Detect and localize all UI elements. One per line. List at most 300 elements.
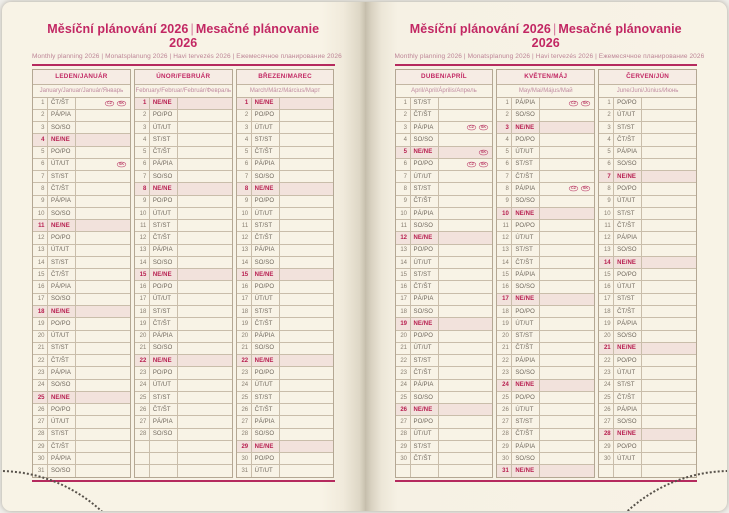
day-number: 30 xyxy=(237,453,252,464)
notes-cell xyxy=(280,404,334,415)
day-row xyxy=(237,429,334,441)
day-row xyxy=(237,110,334,122)
weekday-abbreviation: NE/NE xyxy=(48,220,76,231)
weekday-abbreviation: ÚT/UT xyxy=(252,122,280,133)
weekday-abbreviation: ÚT/UT xyxy=(48,331,76,342)
day-number: 8 xyxy=(396,183,411,194)
day-number: 24 xyxy=(497,380,512,391)
weekday-abbreviation: PO/PO xyxy=(614,98,642,109)
notes-cell xyxy=(178,98,232,109)
weekday-abbreviation: ST/ST xyxy=(48,257,76,268)
day-number: 28 xyxy=(237,429,252,440)
day-row xyxy=(396,416,493,428)
weekday-abbreviation: NE/NE xyxy=(252,269,280,280)
day-row xyxy=(135,294,232,306)
notes-cell xyxy=(642,343,696,354)
day-number: 6 xyxy=(497,159,512,170)
day-number: 18 xyxy=(497,306,512,317)
day-number: 27 xyxy=(396,416,411,427)
notes-cell xyxy=(439,416,493,427)
notes-cell xyxy=(439,171,493,182)
day-number: 18 xyxy=(237,306,252,317)
weekday-abbreviation: ÚT/UT xyxy=(150,294,178,305)
weekday-abbreviation: ST/ST xyxy=(614,294,642,305)
day-row xyxy=(33,110,130,122)
weekday-abbreviation: PO/PO xyxy=(48,147,76,158)
day-number: 16 xyxy=(396,281,411,292)
notes-cell xyxy=(76,98,130,109)
day-row xyxy=(599,355,696,367)
weekday-abbreviation: NE/NE xyxy=(252,441,280,452)
notes-cell xyxy=(439,429,493,440)
day-number: 5 xyxy=(135,147,150,158)
day-number: 22 xyxy=(237,355,252,366)
weekday-abbreviation: NE/NE xyxy=(411,147,439,158)
notes-cell xyxy=(280,343,334,354)
notes-cell xyxy=(540,416,594,427)
day-row xyxy=(135,343,232,355)
weekday-abbreviation: NE/NE xyxy=(512,465,540,476)
weekday-abbreviation: ÚT/UT xyxy=(512,147,540,158)
weekday-abbreviation: PÁ/PIA xyxy=(150,416,178,427)
day-row xyxy=(396,122,493,134)
day-row xyxy=(497,441,594,453)
month-languages: May/Mai/Május/Май xyxy=(497,85,594,98)
day-row xyxy=(497,367,594,379)
day-number: 24 xyxy=(135,380,150,391)
empty-day-row xyxy=(396,465,493,476)
holiday-badge-cz-icon: CZ xyxy=(467,125,476,131)
day-number: 8 xyxy=(599,183,614,194)
day-row xyxy=(396,343,493,355)
empty-day-row xyxy=(599,465,696,476)
day-row xyxy=(396,294,493,306)
holiday-badge-sk-icon: SK xyxy=(581,100,590,106)
weekday-abbreviation: PÁ/PIA xyxy=(48,281,76,292)
notes-cell xyxy=(642,171,696,182)
month-name: ČERVEN/JÚN xyxy=(599,70,696,85)
weekday-abbreviation: SO/SO xyxy=(48,208,76,219)
day-number: 26 xyxy=(135,404,150,415)
notes-cell xyxy=(642,269,696,280)
day-row xyxy=(237,331,334,343)
month-name: ÚNOR/FEBRUÁR xyxy=(135,70,232,85)
notes-cell xyxy=(540,98,594,109)
weekday-abbreviation: PO/PO xyxy=(150,367,178,378)
day-number: 12 xyxy=(599,232,614,243)
notes-cell xyxy=(439,122,493,133)
weekday-abbreviation: PÁ/PIA xyxy=(252,331,280,342)
weekday-abbreviation: SO/SO xyxy=(512,281,540,292)
notes-cell xyxy=(540,220,594,231)
notes-cell xyxy=(280,380,334,391)
notes-cell xyxy=(178,281,232,292)
day-row xyxy=(599,134,696,146)
day-row xyxy=(135,159,232,171)
day-number: 9 xyxy=(33,196,48,207)
weekday-abbreviation: ČT/ŠT xyxy=(150,404,178,415)
day-row xyxy=(396,110,493,122)
day-number: 18 xyxy=(599,306,614,317)
notes-cell xyxy=(540,331,594,342)
notes-cell xyxy=(439,453,493,464)
weekday-abbreviation: ÚT/UT xyxy=(150,380,178,391)
weekday-abbreviation: PÁ/PIA xyxy=(48,196,76,207)
weekday-abbreviation: ÚT/UT xyxy=(411,257,439,268)
day-row xyxy=(497,257,594,269)
day-row xyxy=(599,318,696,330)
notes-cell xyxy=(642,294,696,305)
weekday-abbreviation: NE/NE xyxy=(150,355,178,366)
weekday-abbreviation: ÚT/UT xyxy=(411,429,439,440)
notes-cell xyxy=(280,220,334,231)
weekday-abbreviation: PO/PO xyxy=(614,441,642,452)
day-row xyxy=(33,318,130,330)
day-number: 28 xyxy=(396,429,411,440)
day-number: 23 xyxy=(497,367,512,378)
day-row xyxy=(237,281,334,293)
page-subtitle: Monthly planning 2026 | Monatsplanung 2026 | Havi tervezés 2026 | Ежемесячное планирование 2026 xyxy=(394,53,705,60)
weekday-abbreviation: PO/PO xyxy=(150,110,178,121)
day-row xyxy=(497,429,594,441)
day-number: 10 xyxy=(33,208,48,219)
weekday-abbreviation: ČT/ŠT xyxy=(48,441,76,452)
day-number: 21 xyxy=(237,343,252,354)
day-number: 13 xyxy=(33,245,48,256)
day-number: 12 xyxy=(237,232,252,243)
notes-cell xyxy=(439,404,493,415)
footer-rule xyxy=(395,480,698,482)
notes-cell xyxy=(280,245,334,256)
day-row xyxy=(33,147,130,159)
notes-cell xyxy=(642,416,696,427)
day-number: 11 xyxy=(33,220,48,231)
day-number: 7 xyxy=(599,171,614,182)
notes-cell xyxy=(178,232,232,243)
notes-cell xyxy=(540,281,594,292)
day-row xyxy=(497,208,594,220)
day-number: 16 xyxy=(33,281,48,292)
notes-cell xyxy=(178,269,232,280)
day-number: 27 xyxy=(135,416,150,427)
weekday-abbreviation: PO/PO xyxy=(252,110,280,121)
weekday-abbreviation xyxy=(150,465,178,476)
day-row xyxy=(237,441,334,453)
day-row xyxy=(237,453,334,465)
weekday-abbreviation: NE/NE xyxy=(48,392,76,403)
day-row xyxy=(599,441,696,453)
right-page xyxy=(365,2,728,511)
weekday-abbreviation: SO/SO xyxy=(512,196,540,207)
weekday-abbreviation: SO/SO xyxy=(614,331,642,342)
day-row xyxy=(497,416,594,428)
notes-cell xyxy=(540,232,594,243)
day-number: 14 xyxy=(33,257,48,268)
month-day-rows xyxy=(237,98,334,477)
notes-cell xyxy=(642,281,696,292)
day-row xyxy=(33,159,130,171)
notes-cell xyxy=(280,110,334,121)
day-row xyxy=(237,147,334,159)
notes-cell xyxy=(178,134,232,145)
weekday-abbreviation: ST/ST xyxy=(512,416,540,427)
weekday-abbreviation: NE/NE xyxy=(150,183,178,194)
notes-cell xyxy=(642,404,696,415)
weekday-abbreviation: PÁ/PIA xyxy=(512,98,540,109)
month-day-rows xyxy=(497,98,594,477)
notes-cell xyxy=(178,331,232,342)
day-row xyxy=(396,245,493,257)
weekday-abbreviation: SO/SO xyxy=(150,257,178,268)
footer-rule xyxy=(32,480,335,482)
day-number: 11 xyxy=(497,220,512,231)
weekday-abbreviation: NE/NE xyxy=(614,343,642,354)
day-row xyxy=(497,122,594,134)
notes-cell xyxy=(178,294,232,305)
day-number: 19 xyxy=(135,318,150,329)
weekday-abbreviation: NE/NE xyxy=(614,171,642,182)
day-number: 23 xyxy=(396,367,411,378)
day-number: 11 xyxy=(237,220,252,231)
weekday-abbreviation: ČT/ŠT xyxy=(411,367,439,378)
day-row xyxy=(237,269,334,281)
day-row xyxy=(237,306,334,318)
day-row xyxy=(33,208,130,220)
month-day-rows xyxy=(135,98,232,477)
day-number: 4 xyxy=(599,134,614,145)
month-table-march xyxy=(236,69,335,478)
day-number: 1 xyxy=(599,98,614,109)
weekday-abbreviation: ÚT/UT xyxy=(252,208,280,219)
notes-cell xyxy=(439,318,493,329)
day-number: 25 xyxy=(599,392,614,403)
weekday-abbreviation: ÚT/UT xyxy=(614,110,642,121)
day-row xyxy=(33,343,130,355)
day-number: 24 xyxy=(396,380,411,391)
day-row xyxy=(237,196,334,208)
day-row xyxy=(396,257,493,269)
notes-cell xyxy=(76,257,130,268)
day-number xyxy=(135,453,150,464)
weekday-abbreviation: ST/ST xyxy=(150,220,178,231)
weekday-abbreviation: PÁ/PIA xyxy=(48,367,76,378)
day-number: 22 xyxy=(33,355,48,366)
weekday-abbreviation: ČT/ŠT xyxy=(150,147,178,158)
day-number: 20 xyxy=(599,331,614,342)
weekday-abbreviation: PÁ/PIA xyxy=(48,453,76,464)
weekday-abbreviation: ÚT/UT xyxy=(150,208,178,219)
notes-cell xyxy=(76,208,130,219)
diary-spread xyxy=(2,2,727,511)
title-separator: | xyxy=(190,22,194,36)
day-row xyxy=(33,98,130,110)
notes-cell xyxy=(540,269,594,280)
day-row xyxy=(396,441,493,453)
weekday-abbreviation: PO/PO xyxy=(512,134,540,145)
day-number: 25 xyxy=(497,392,512,403)
weekday-abbreviation: ČT/ŠT xyxy=(614,134,642,145)
month-table-january xyxy=(32,69,131,478)
weekday-abbreviation: ÚT/UT xyxy=(411,343,439,354)
notes-cell xyxy=(76,404,130,415)
holiday-badge-cz-icon: CZ xyxy=(467,162,476,168)
notes-cell xyxy=(540,380,594,391)
day-number: 4 xyxy=(497,134,512,145)
day-number: 19 xyxy=(396,318,411,329)
notes-cell xyxy=(642,98,696,109)
notes-cell xyxy=(76,183,130,194)
day-row xyxy=(135,416,232,428)
notes-cell xyxy=(280,429,334,440)
day-number: 26 xyxy=(599,404,614,415)
day-number: 2 xyxy=(33,110,48,121)
weekday-abbreviation: ČT/ŠT xyxy=(411,281,439,292)
weekday-abbreviation: ÚT/UT xyxy=(48,416,76,427)
day-row xyxy=(396,355,493,367)
notes-cell xyxy=(280,318,334,329)
day-number: 7 xyxy=(33,171,48,182)
weekday-abbreviation: PÁ/PIA xyxy=(150,331,178,342)
day-row xyxy=(33,281,130,293)
notes-cell xyxy=(439,355,493,366)
weekday-abbreviation: SO/SO xyxy=(512,367,540,378)
day-row xyxy=(599,343,696,355)
day-number: 13 xyxy=(497,245,512,256)
day-number: 13 xyxy=(599,245,614,256)
day-row xyxy=(599,196,696,208)
day-row xyxy=(237,208,334,220)
notes-cell xyxy=(178,404,232,415)
month-day-rows xyxy=(599,98,696,477)
weekday-abbreviation: PÁ/PIA xyxy=(614,147,642,158)
day-row xyxy=(135,404,232,416)
day-number: 26 xyxy=(396,404,411,415)
weekday-abbreviation: SO/SO xyxy=(411,220,439,231)
weekday-abbreviation: PO/PO xyxy=(411,245,439,256)
month-table-june xyxy=(598,69,697,478)
weekday-abbreviation: ÚT/UT xyxy=(48,159,76,170)
notes-cell xyxy=(76,343,130,354)
notes-cell xyxy=(178,171,232,182)
day-number: 29 xyxy=(599,441,614,452)
day-row xyxy=(396,159,493,171)
weekday-abbreviation: ST/ST xyxy=(252,306,280,317)
day-row xyxy=(237,465,334,476)
day-row xyxy=(135,257,232,269)
weekday-abbreviation: ČT/ŠT xyxy=(252,404,280,415)
day-row xyxy=(237,245,334,257)
weekday-abbreviation: SO/SO xyxy=(48,122,76,133)
day-number: 3 xyxy=(135,122,150,133)
weekday-abbreviation: PO/PO xyxy=(48,404,76,415)
day-row xyxy=(135,208,232,220)
day-row xyxy=(396,147,493,159)
day-row xyxy=(135,318,232,330)
weekday-abbreviation: ČT/ŠT xyxy=(252,232,280,243)
notes-cell xyxy=(439,134,493,145)
weekday-abbreviation xyxy=(150,441,178,452)
holiday-badge-sk-icon: SK xyxy=(479,162,488,168)
day-number: 15 xyxy=(33,269,48,280)
day-number: 1 xyxy=(33,98,48,109)
notes-cell xyxy=(439,392,493,403)
day-number: 10 xyxy=(497,208,512,219)
weekday-abbreviation: ČT/ŠT xyxy=(252,318,280,329)
day-number: 14 xyxy=(396,257,411,268)
weekday-abbreviation: ČT/ŠT xyxy=(48,98,76,109)
month-day-rows xyxy=(396,98,493,477)
day-number: 30 xyxy=(33,453,48,464)
notes-cell xyxy=(642,208,696,219)
day-number: 28 xyxy=(599,429,614,440)
day-number: 11 xyxy=(135,220,150,231)
day-number: 2 xyxy=(237,110,252,121)
notes-cell xyxy=(76,245,130,256)
weekday-abbreviation: PO/PO xyxy=(150,281,178,292)
weekday-abbreviation: ST/ST xyxy=(252,220,280,231)
months-row-jan-mar xyxy=(32,69,335,478)
day-row xyxy=(396,281,493,293)
day-row xyxy=(135,367,232,379)
weekday-abbreviation: NE/NE xyxy=(411,232,439,243)
day-number: 10 xyxy=(135,208,150,219)
weekday-abbreviation: PO/PO xyxy=(48,232,76,243)
day-row xyxy=(396,171,493,183)
day-row xyxy=(135,380,232,392)
day-number: 9 xyxy=(599,196,614,207)
weekday-abbreviation: ST/ST xyxy=(512,331,540,342)
notes-cell xyxy=(540,404,594,415)
day-row xyxy=(599,110,696,122)
day-number: 16 xyxy=(135,281,150,292)
notes-cell xyxy=(642,380,696,391)
day-number: 31 xyxy=(33,465,48,476)
weekday-abbreviation: PÁ/PIA xyxy=(512,355,540,366)
day-number: 16 xyxy=(497,281,512,292)
notes-cell xyxy=(178,380,232,391)
weekday-abbreviation: SO/SO xyxy=(48,380,76,391)
day-row xyxy=(599,245,696,257)
notes-cell xyxy=(280,159,334,170)
notes-cell xyxy=(280,257,334,268)
empty-day-row xyxy=(135,441,232,453)
notes-cell xyxy=(439,147,493,158)
day-number: 13 xyxy=(396,245,411,256)
day-number: 5 xyxy=(497,147,512,158)
weekday-abbreviation: ČT/ŠT xyxy=(512,257,540,268)
day-number: 1 xyxy=(497,98,512,109)
notes-cell xyxy=(642,232,696,243)
notes-cell xyxy=(178,110,232,121)
notes-cell xyxy=(439,367,493,378)
weekday-abbreviation: ST/ST xyxy=(614,208,642,219)
day-row xyxy=(33,380,130,392)
day-number: 14 xyxy=(237,257,252,268)
day-number: 29 xyxy=(33,441,48,452)
day-row xyxy=(237,134,334,146)
title-slovak: Mesačné plánovanie 2026 xyxy=(531,22,682,50)
notes-cell xyxy=(642,196,696,207)
day-row xyxy=(135,392,232,404)
day-number: 4 xyxy=(237,134,252,145)
notes-cell xyxy=(642,257,696,268)
day-row xyxy=(497,404,594,416)
notes-cell xyxy=(439,220,493,231)
day-number: 25 xyxy=(237,392,252,403)
day-number: 7 xyxy=(497,171,512,182)
day-row xyxy=(396,453,493,465)
notes-cell xyxy=(280,98,334,109)
